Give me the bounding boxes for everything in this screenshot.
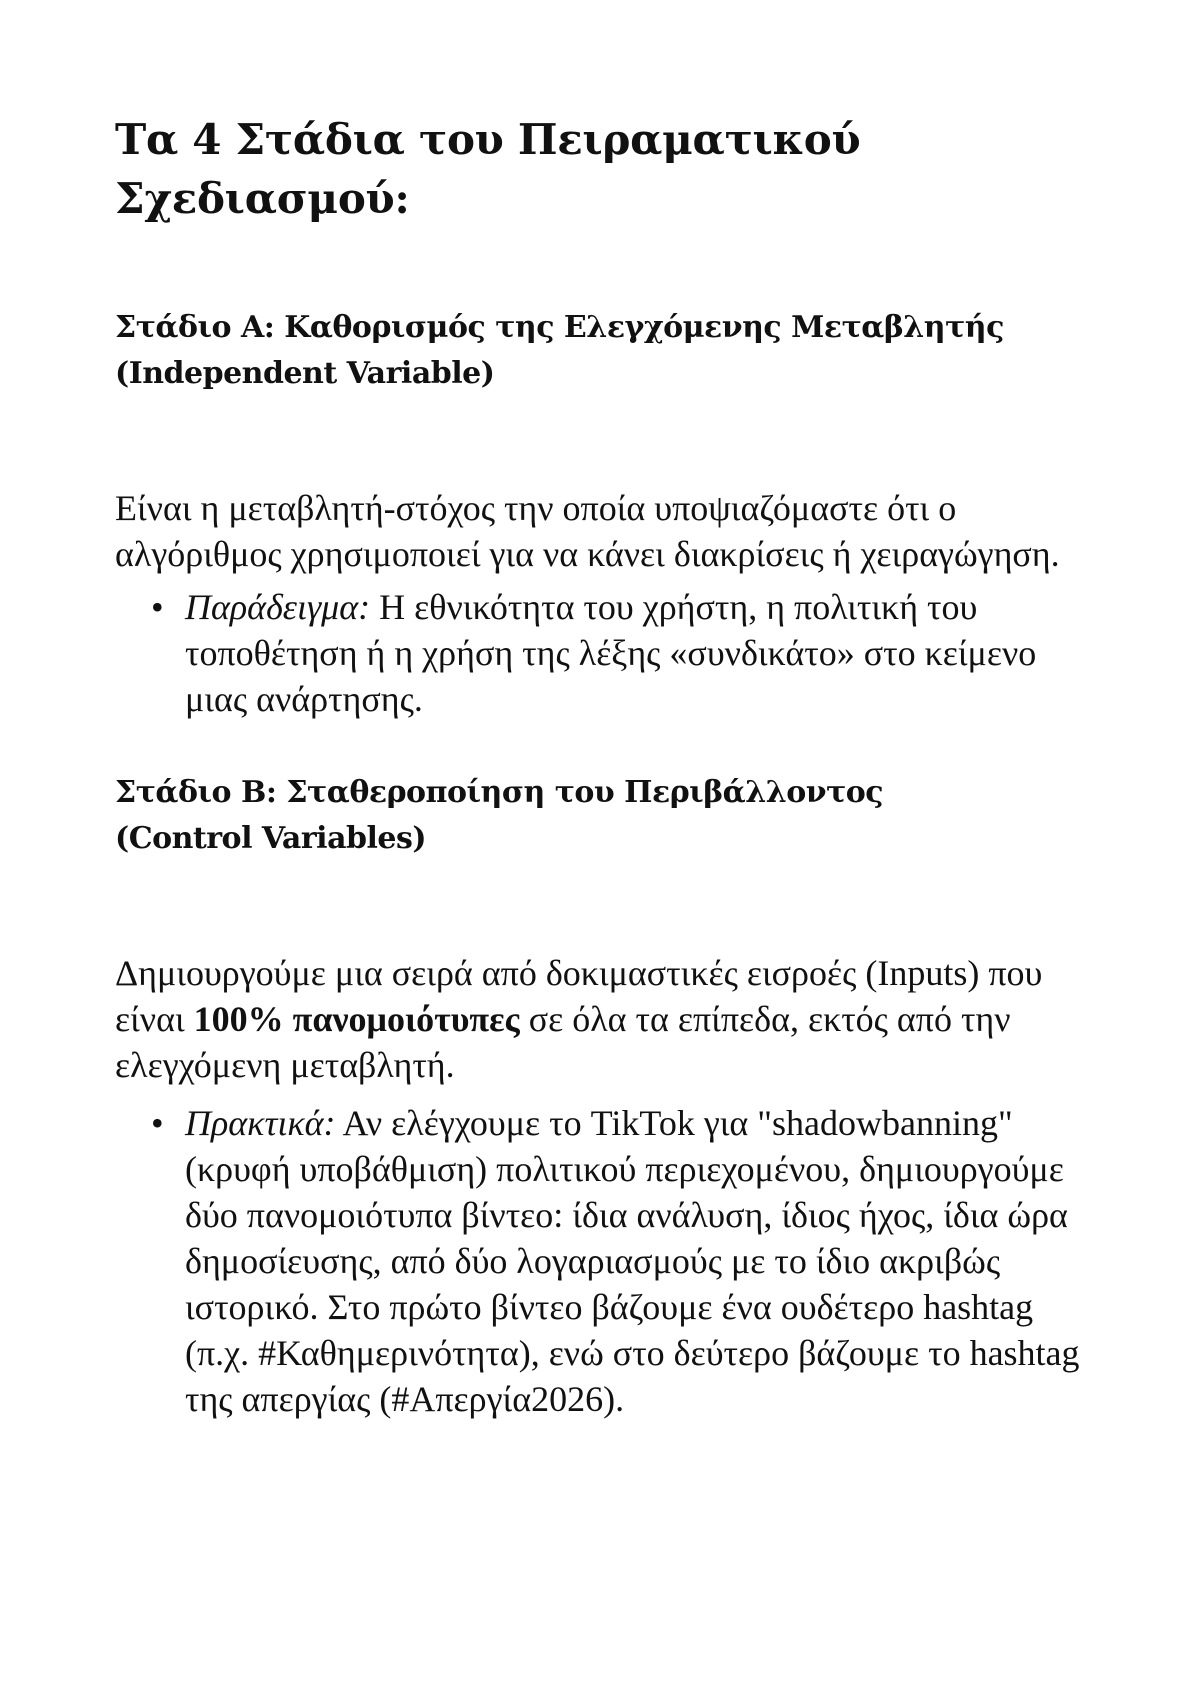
stage-a-heading-line-2: (Independent Variable) xyxy=(115,356,495,391)
stage-a-bullet-text: Η εθνικότητα του χρήστη, η πολιτική του τοποθέτηση ή η χρήση της λέξης «συνδικάτο» στο κείμενο μιας ανάρτησης. xyxy=(185,587,1037,719)
stage-b-paragraph-end: σε όλα τα επίπεδα, εκτός από την ελεγχόμενη μεταβλητή. xyxy=(115,999,1011,1085)
stage-a-bullet-label: Παράδειγμα: xyxy=(185,587,371,627)
document-page xyxy=(115,110,1095,1422)
stage-a-heading-line-1: Στάδιο Α: Καθορισμός της Ελεγχόμενης Μεταβλητής xyxy=(115,310,1004,345)
stage-b-heading xyxy=(115,770,1095,862)
stage-b-paragraph-start: Δημιουργούμε μια σειρά από δοκιμαστικές εισροές (Inputs) που είναι xyxy=(115,953,1043,1039)
page-title-line-1: Τα 4 Στάδια του Πειραματικού xyxy=(115,115,861,164)
page-title xyxy=(115,110,1095,305)
bullet-icon: • xyxy=(151,587,164,627)
bullet-icon: • xyxy=(151,1103,164,1143)
stage-b-heading-line-1: Στάδιο Β: Σταθεροποίηση του Περιβάλλοντος xyxy=(115,775,884,810)
stage-b-bullet-text: Αν ελέγχουμε το TikTok για "shadowbanning" (κρυφή υποβάθμιση) πολιτικού περιεχομένου, δημιουργούμε δύο πανομοιότυπα βίντεο: ίδια ανάλυση, ίδιος ήχος, ίδια ώρα δημοσίευσης, από δύο λογαριασμούς με το ίδιο ακριβώς ιστορικό. Στο πρώτο βίντεο βάζουμε ένα ουδέτερο hashtag (π.χ. #Καθημερινότητα), ενώ στο δεύτερο βάζουμε το hashtag της απεργίας (#Απεργία2026). xyxy=(185,1103,1080,1419)
stage-b-paragraph xyxy=(115,950,1095,1088)
stage-b-paragraph-emphasis: 100% πανομοιότυπες xyxy=(193,999,520,1039)
stage-a-heading xyxy=(115,305,1095,397)
stage-b-heading-line-2: (Control Variables) xyxy=(115,821,427,856)
stage-a-list-item xyxy=(151,584,1095,722)
stage-a-list xyxy=(115,584,1095,722)
stage-a-paragraph: Είναι η μεταβλητή-στόχος την οποία υποψιαζόμαστε ότι ο αλγόριθμος χρησιμοποιεί για να κάνει διακρίσεις ή χειραγώγηση. xyxy=(115,488,1060,574)
page-title-line-2: Σχεδιασμού: xyxy=(115,174,410,223)
stage-b-bullet-label: Πρακτικά: xyxy=(185,1103,336,1143)
stage-b-list xyxy=(115,1100,1095,1422)
stage-b-list-item xyxy=(151,1100,1095,1422)
